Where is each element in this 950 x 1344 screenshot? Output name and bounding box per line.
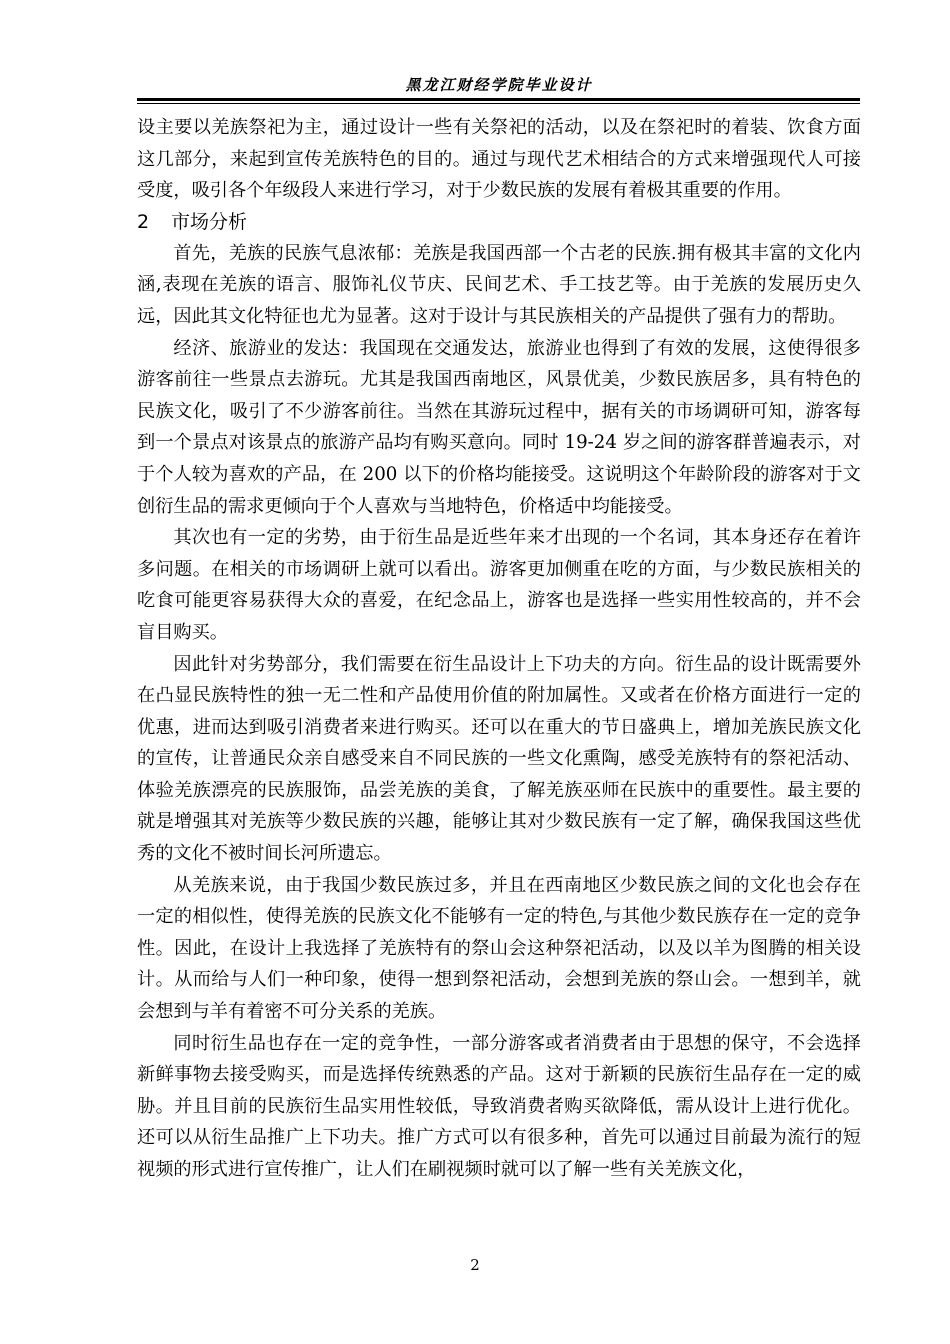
paragraph: 同时衍生品也存在一定的竞争性，一部分游客或者消费者由于思想的保守，不会选择新鲜事物去接受购买，而是选择传统熟悉的产品。这对于新颖的民族衍生品存在一定的威胁。并且目前的民族衍生品实用性较低，导致消费者购买欲降低，需从设计上进行优化。还可以从衍生品推广上下功夫。推广方式可以有很多种，首先可以通过目前最为流行的短视频的形式进行宣传推广，让人们在刷视频时就可以了解一些有关羌族文化， [137,1032,861,1180]
paragraph-continued: 设主要以羌族祭祀为主，通过设计一些有关祭祀的活动，以及在祭祀时的着装、饮食方面这几部分，来起到宣传羌族特色的目的。通过与现代艺术相结合的方式来增强现代人可接受度，吸引各个年级段人来进行学习，对于少数民族的发展有着极其重要的作用。 [137,117,861,202]
page-header: 黑龙江财经学院毕业设计 [405,76,593,94]
header-rule-thick [137,98,860,101]
paragraph: 其次也有一定的劣势，由于衍生品是近些年来才出现的一个名词，其本身还存在着许多问题。在相关的市场调研上就可以看出。游客更加侧重在吃的方面，与少数民族相关的吃食可能更容易获得大众的喜爱，在纪念品上，游客也是选择一些实用性较高的，并不会盲目购买。 [137,527,861,643]
paragraph: 经济、旅游业的发达：我国现在交通发达，旅游业也得到了有效的发展，这使得很多游客前往一些景点去游玩。尤其是我国西南地区，风景优美，少数民族居多，具有特色的民族文化，吸引了不少游客前往。当然在其游玩过程中，据有关的市场调研可知，游客每到一个景点对该景点的旅游产品均有购买意向。同时 19-24 岁之间的游客群普遍表示，对于个人较为喜欢的产品，在 200 以下的价格均能接受。这说明这个年龄阶段的游客对于文创衍生品的需求更倾向于个人喜欢与当地特色，价格适中均能接受。 [137,337,861,517]
section-heading [137,207,861,238]
section-title: 市场分析 [171,210,248,233]
page-number: 2 [470,1256,480,1274]
page-body [137,112,861,1186]
paragraph: 因此针对劣势部分，我们需要在衍生品设计上下功夫的方向。衍生品的设计既需要外在凸显民族特性的独一无二性和产品使用价值的附加属性。又或者在价格方面进行一定的优惠，进而达到吸引消费者来进行购买。还可以在重大的节日盛典上，增加羌族民族文化的宣传，让普通民众亲自感受来自不同民族的一些文化熏陶，感受羌族特有的祭祀活动、体验羌族漂亮的民族服饰，品尝羌族的美食，了解羌族巫师在民族中的重要性。最主要的就是增强其对羌族等少数民族的兴趣，能够让其对少数民族有一定了解，确保我国这些优秀的文化不被时间长河所遗忘。 [137,653,861,865]
paragraph: 首先，羌族的民族气息浓郁：羌族是我国西部一个古老的民族.拥有极其丰富的文化内涵,表现在羌族的语言、服饰礼仪节庆、民间艺术、手工技艺等。由于羌族的发展历史久远，因此其文化特征也尤为显著。这对于设计与其民族相关的产品提供了强有力的帮助。 [137,242,861,327]
paragraph: 从羌族来说，由于我国少数民族过多，并且在西南地区少数民族之间的文化也会存在一定的相似性，使得羌族的民族文化不能够有一定的特色,与其他少数民族存在一定的竞争性。因此，在设计上我选择了羌族特有的祭山会这种祭祀活动，以及以羊为图腾的相关设计。从而给与人们一种印象，使得一想到祭祀活动，会想到羌族的祭山会。一想到羊，就会想到与羊有着密不可分关系的羌族。 [137,874,861,1023]
section-number: 2 [137,210,150,233]
header-rule-thin [137,103,860,104]
